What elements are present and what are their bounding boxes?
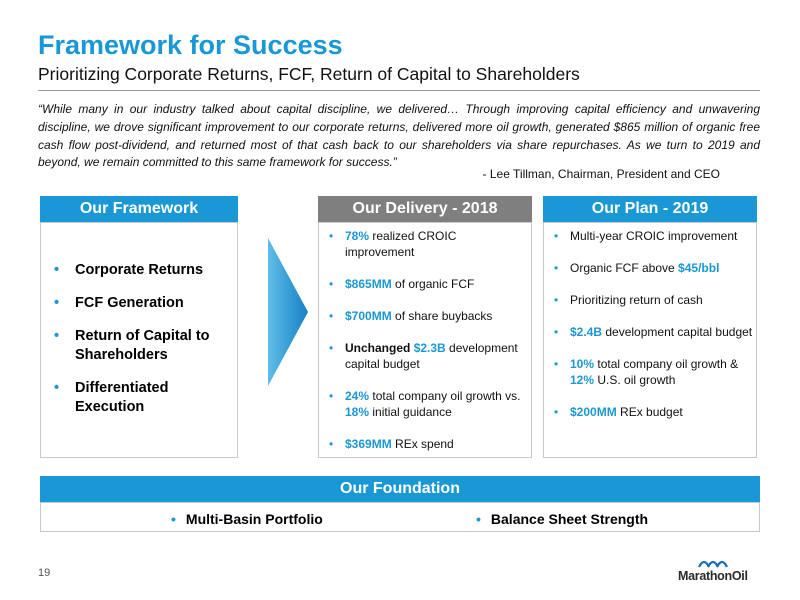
list-item: • $200MM REx budget	[554, 405, 683, 419]
bullet-icon: •	[554, 293, 559, 307]
foundation-panel	[40, 502, 760, 532]
plan-header: Our Plan - 2019	[543, 196, 757, 222]
quote-attribution: - Lee Tillman, Chairman, President and CEO	[482, 167, 720, 181]
bullet-icon: •	[54, 380, 60, 396]
bullet-icon: •	[329, 229, 334, 243]
framework-header: Our Framework	[40, 196, 238, 222]
bullet-icon: •	[554, 261, 559, 275]
list-item: • Return of Capital to Shareholders	[54, 328, 210, 363]
foundation-item-balance-sheet: • Balance Sheet Strength	[476, 511, 649, 527]
bullet-icon: •	[554, 325, 559, 339]
bullet-icon: •	[329, 341, 334, 355]
company-logo	[678, 556, 748, 583]
page-number: 19	[38, 567, 51, 579]
title-divider	[38, 90, 760, 91]
list-item: • $700MM of share buybacks	[329, 309, 493, 323]
bullet-icon: •	[54, 262, 60, 278]
ceo-quote: “While many in our industry talked about capital discipline, we delivered… Through improving capital efficiency and unwavering discipline, we drove significant improvement to our corporate returns, delivered more oil growth, generated $865 million of organic free cash flow post-dividend, and returned most of that cash back to our shareholders via share repurchases. As we turn to 2019 and beyond, we remain committed to this same framework for success.”	[38, 102, 760, 170]
list-item: • $2.4B development capital budget	[554, 325, 753, 339]
list-item: • 24% total company oil growth vs. 18% initial guidance	[329, 389, 521, 419]
list-item: • $369MM REx spend	[329, 437, 454, 451]
bullet-icon: •	[554, 405, 559, 419]
bullet-icon: •	[554, 357, 559, 371]
bullet-icon: •	[329, 309, 334, 323]
bullet-icon: •	[329, 437, 334, 451]
plan-panel	[543, 222, 757, 458]
bullet-icon: •	[54, 328, 60, 344]
list-item: • FCF Generation	[54, 295, 184, 311]
foundation-item-portfolio: • Multi-Basin Portfolio	[171, 511, 323, 527]
bullet-icon: •	[329, 277, 334, 291]
list-item: • Unchanged $2.3B development capital budget	[329, 341, 518, 371]
list-item: • Organic FCF above $45/bbl	[554, 261, 720, 275]
list-item: • Differentiated Execution	[54, 380, 169, 415]
bullet-icon: •	[476, 511, 481, 527]
framework-list	[49, 261, 235, 431]
list-item: • $865MM of organic FCF	[329, 277, 475, 291]
foundation-header: Our Foundation	[40, 476, 760, 502]
page-subtitle: Prioritizing Corporate Returns, FCF, Return of Capital to Shareholders	[38, 64, 580, 84]
bullet-icon: •	[329, 389, 334, 403]
page-title: Framework for Success	[38, 30, 343, 60]
framework-panel	[40, 222, 238, 458]
plan-list	[550, 228, 754, 436]
list-item: • Prioritizing return of cash	[554, 293, 703, 307]
list-item: • 10% total company oil growth & 12% U.S. oil growth	[554, 357, 739, 387]
list-item: • Corporate Returns	[54, 262, 204, 278]
bullet-icon: •	[171, 511, 176, 527]
bullet-icon: •	[554, 229, 559, 243]
list-item: • Multi-year CROIC improvement	[554, 229, 738, 243]
logo-text: MarathonOil	[678, 569, 748, 583]
delivery-list	[325, 228, 529, 468]
list-item: • 78% realized CROIC improvement	[329, 229, 457, 259]
marathon-logo-icon	[698, 556, 728, 568]
delivery-panel	[318, 222, 532, 458]
delivery-header: Our Delivery - 2018	[318, 196, 532, 222]
right-arrow-icon	[268, 238, 308, 386]
bullet-icon: •	[54, 295, 60, 311]
